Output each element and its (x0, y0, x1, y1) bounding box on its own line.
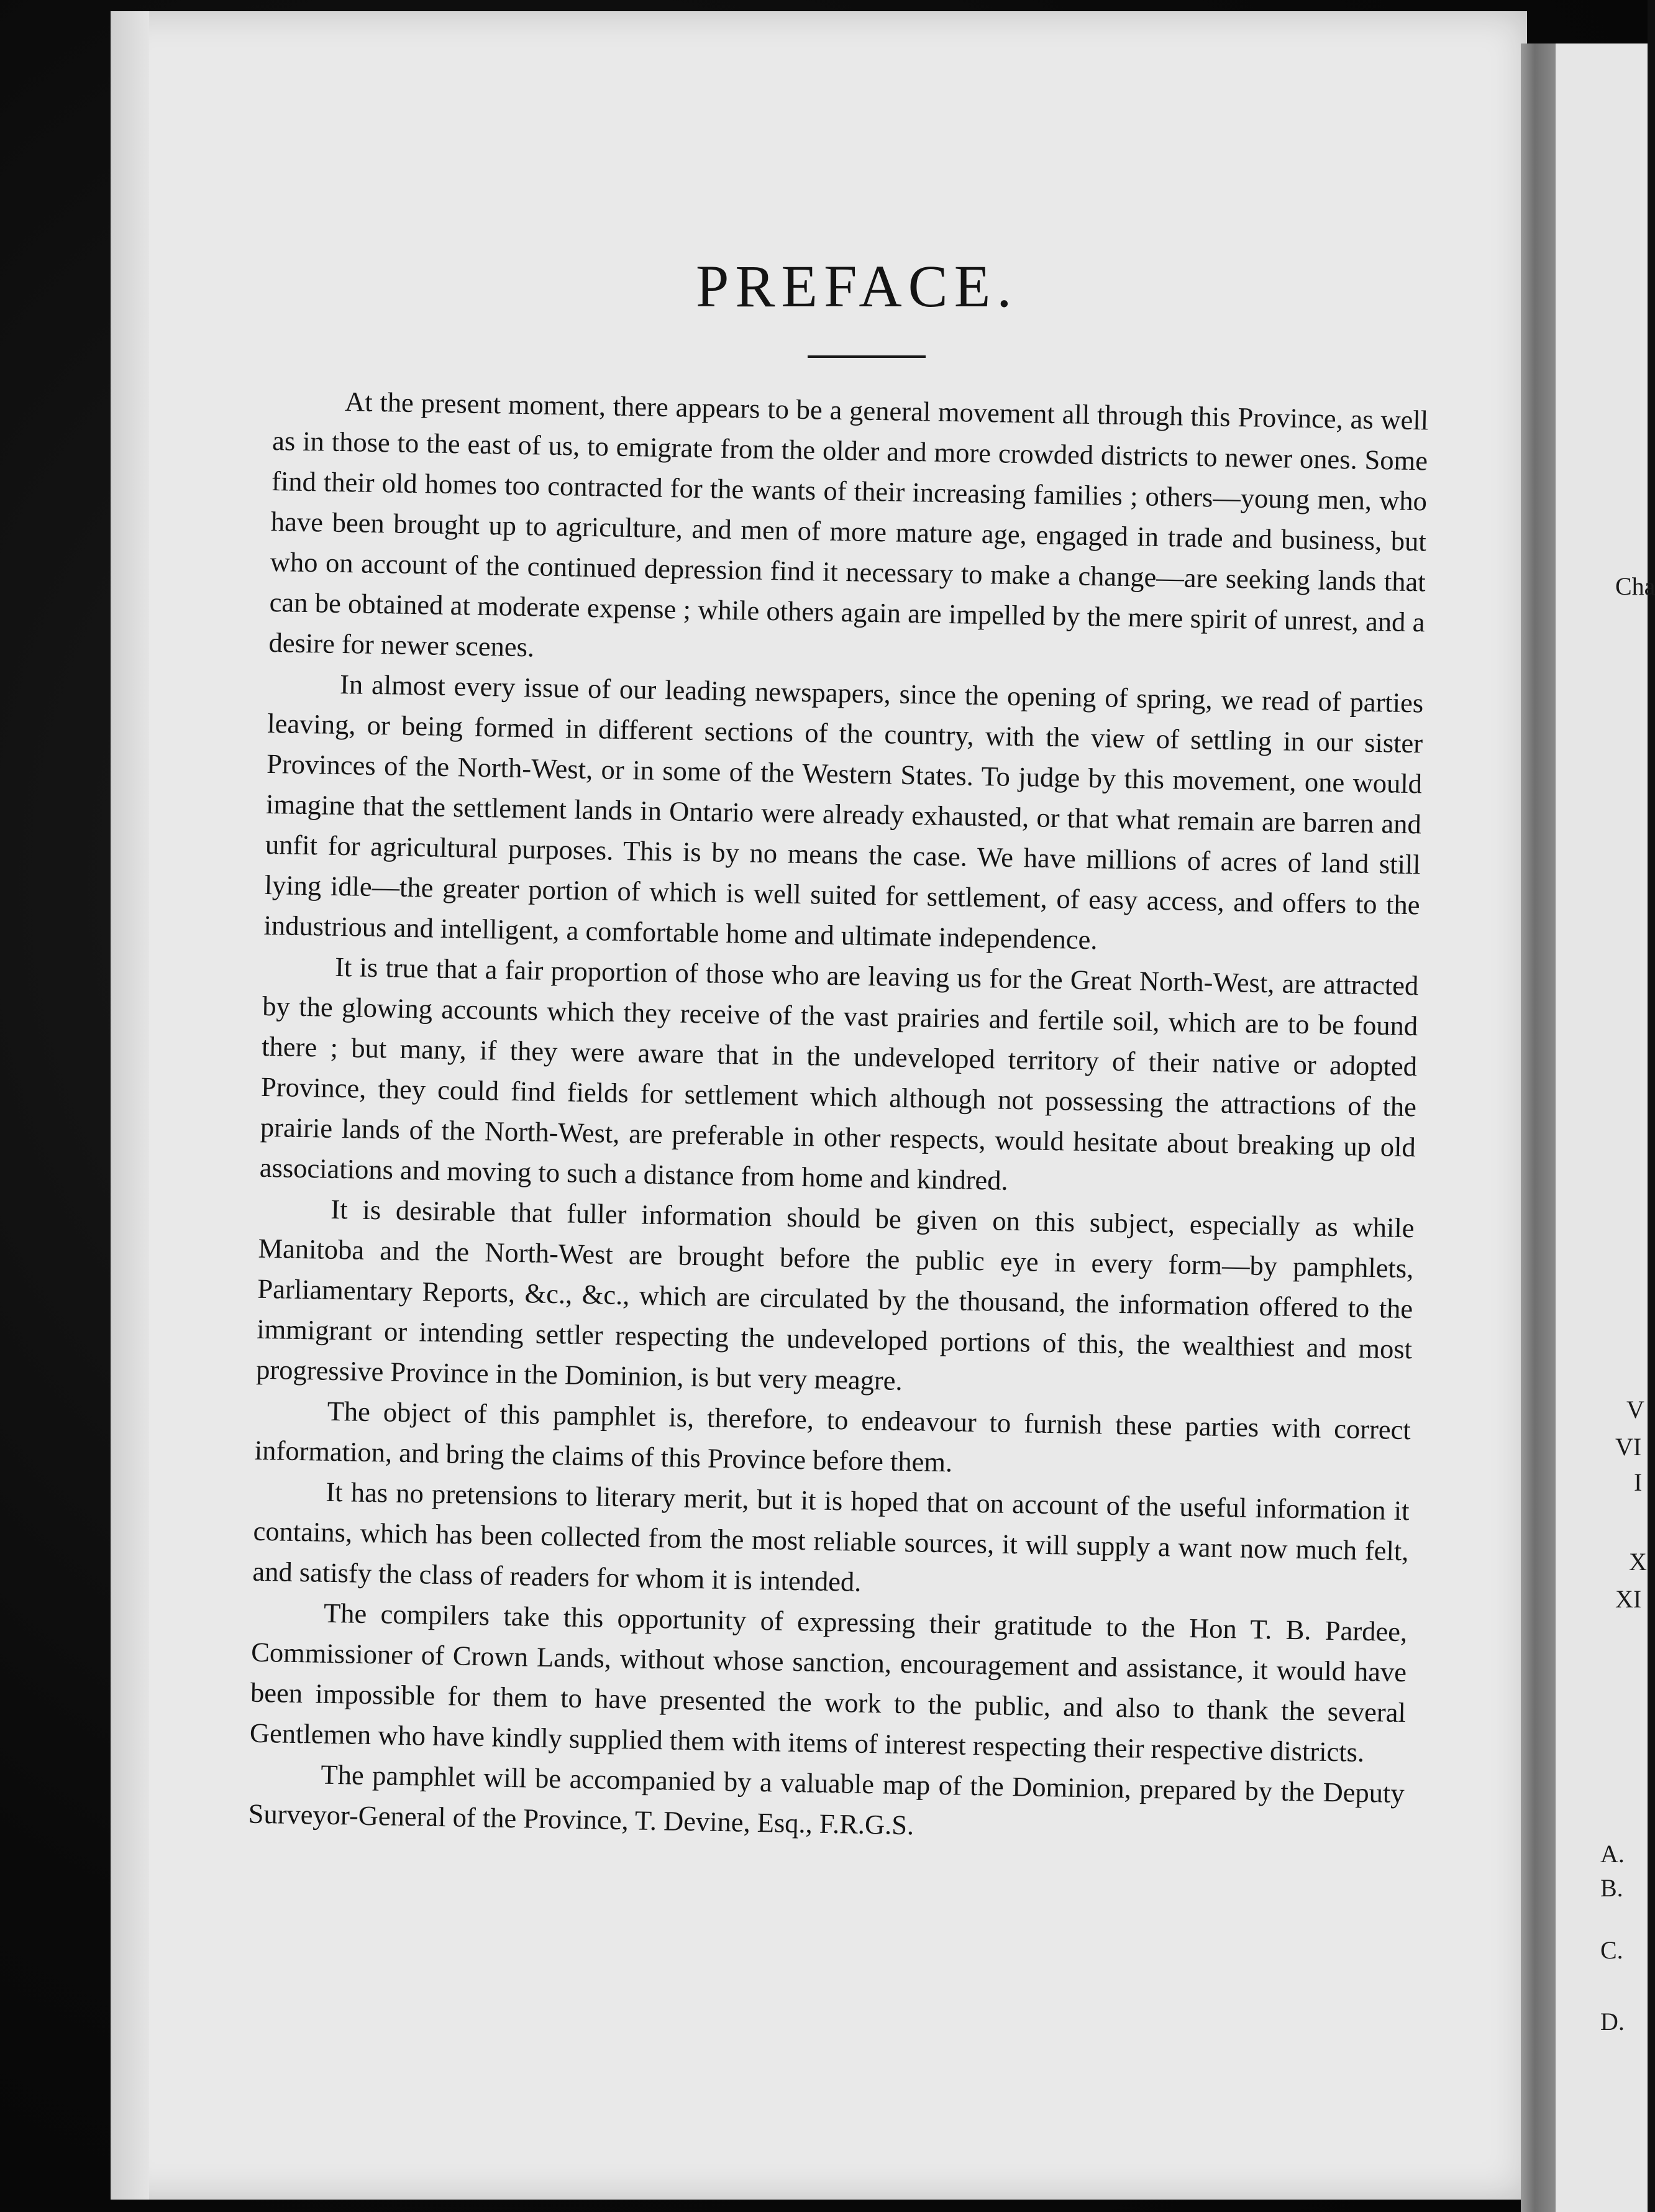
paragraph: It is true that a fair proportion of those who are leaving us for the Great North-West, are attracted by the glowing accounts which they receive of the vast prairies and fertile soil, which are to be found there ; but many, if they were aware that in the undeveloped territory of their native or adopted Province, they could find fields for settlement which although not possessing the attractions of the prairie lands of the North-West, are preferable in other respects, would hesitate about breaking up old associations and moving to such a distance from home and kindred. (259, 951, 1419, 1196)
facing-fragment: C. (1600, 1936, 1623, 1964)
title-rule (808, 355, 926, 358)
facing-fragment: D. (1600, 2008, 1625, 2036)
facing-fragment: XI (1615, 1585, 1642, 1613)
paragraph: The object of this pamphlet is, therefore, to endeavour to furnish these parties with correct information, and bring the claims of this Province before them. (254, 1395, 1411, 1478)
facing-fragment: VI (1615, 1433, 1642, 1461)
facing-fragment: A. (1600, 1840, 1625, 1868)
paragraph: It is desirable that fuller information should be given on this subject, especially as while Manitoba and the North-West are brought before the public eye in every form—by pamphlets, Parliamentary Reports, &c., &c., which are circulated by the thousand, the information offered to the immigrant or intending settler respecting the undeveloped portions of this, the wealthiest and most progressive Province in the Dominion, is but very meagre. (255, 1193, 1415, 1396)
paragraph: It has no pretensions to literary merit, but it is hoped that on account of the useful information it contains, which has been collected from the most reliable sources, it will supply a want now much felt, and satisfy the class of readers for whom it is intended. (252, 1476, 1410, 1597)
facing-fragment: X (1629, 1548, 1647, 1576)
facing-fragment: Cha (1615, 572, 1655, 600)
paragraph: In almost every issue of our leading newspapers, since the opening of spring, we read of parties leaving, or being formed in different sections of the country, with the view of settling in our sister Provinces of the North-West, or in some of the Western States. To judge by this movement, one would imagine that the settlement lands in Ontario were already exhausted, or that what remain are barren and unfit for agricultural purposes. This is by no means the case. We have millions of acres of land still lying idle—the greater portion of which is well suited for settlement, of easy access, and offers to the industrious and intelligent, a comfortable home and ultimate independence. (263, 668, 1424, 956)
facing-fragment: I (1634, 1468, 1643, 1496)
facing-fragment: B. (1600, 1874, 1623, 1902)
paragraph: The compilers take this opportunity of expressing their gratitude to the Hon T. B. Pardee, Commissioner of Crown Lands, without whose sanction, encouragement and assistance, it would have been impossible for them to have presented the work to the public, and also to thank the several Gentlemen who have kindly supplied them with items of interest respecting their respective districts. (249, 1597, 1408, 1768)
page-edge (111, 11, 149, 2200)
page-title: PREFACE. (696, 253, 1018, 319)
paragraph: The pamphlet will be accompanied by a valuable map of the Dominion, prepared by the Deputy Surveyor-General of the Province, T. Devine, Esq., F.R.G.S. (248, 1758, 1405, 1841)
facing-fragment: V (1626, 1396, 1644, 1424)
paragraph: At the present moment, there appears to be a general movement all through this Province, as well as in those to the east of us, to emigrate from the older and more crowded districts to newer ones. Some find their old homes too contracted for the wants of their increasing families ; others—young men, who have been brought up to agriculture, and men of more mature age, engaged in trade and business, but who on account of the continued depression find it necessary to make a change—are seeking lands that can be obtained at moderate expense ; while others again are impelled by the mere spirit of unrest, and a desire for newer scenes. (268, 386, 1429, 663)
binding-gutter (1521, 43, 1556, 2212)
preface-body (248, 380, 1429, 1854)
